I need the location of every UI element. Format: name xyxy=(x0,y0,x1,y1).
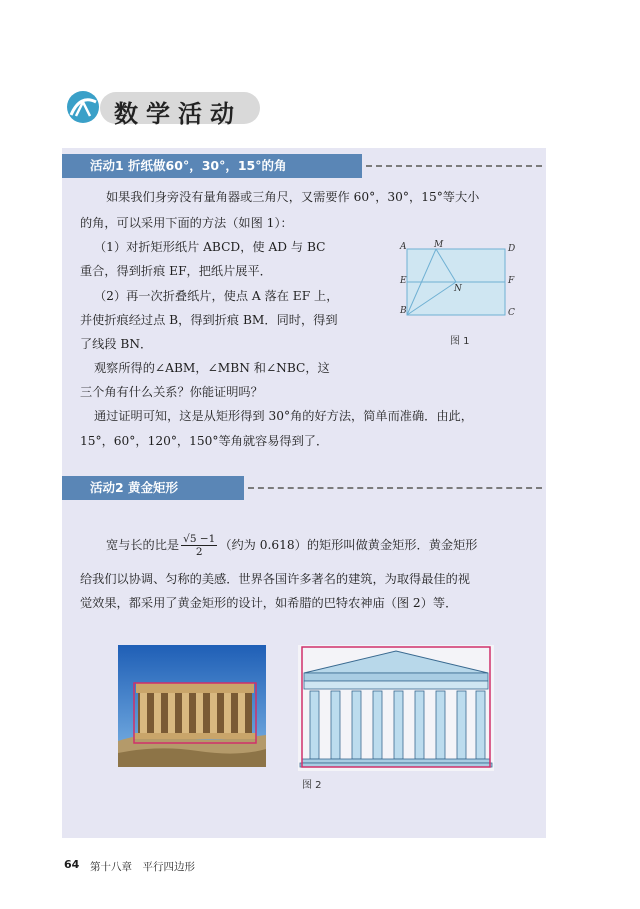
label-M: M xyxy=(434,240,444,250)
golden-text-after: （约为 0.618）的矩形叫做黄金矩形．黄金矩形 xyxy=(219,538,478,552)
activity1-line-1: 如果我们身旁没有量角器或三角尺，又需要作 60°，30°，15°等大小 xyxy=(106,190,480,204)
activity1-line-2: 的角，可以采用下面的方法（如图 1）： xyxy=(80,216,293,230)
label-B: B xyxy=(400,306,407,316)
figure1-caption: 图 1 xyxy=(450,336,470,347)
activity1-line-10: 通过证明可知，这是从矩形得到 30°角的好方法，简单而准确．由此， xyxy=(94,409,473,423)
activity1-line-5: （2）再一次折叠纸片，使点 A 落在 EF 上， xyxy=(94,289,339,303)
activity1-line-6: 并使折痕经过点 B，得到折痕 BM．同时，得到 xyxy=(80,313,338,327)
activity1-line-9: 三个角有什么关系？你能证明吗？ xyxy=(80,385,263,399)
activity1-line-11: 15°，60°，120°，150°等角就容易得到了． xyxy=(80,434,329,448)
activity1-divider xyxy=(366,165,542,167)
figure2-caption: 图 2 xyxy=(302,780,322,791)
label-F: F xyxy=(508,276,515,286)
activity2-divider xyxy=(248,487,542,489)
fraction-numerator: √5 −1 xyxy=(183,533,216,545)
activity1-title: 活动1 折纸做60°，30°，15°的角 xyxy=(62,154,362,178)
activity2-line-3: 觉效果，都采用了黄金矩形的设计，如希腊的巴特农神庙（图 2）等． xyxy=(80,596,458,610)
page-number: 64 xyxy=(64,858,80,871)
activity2-line-1 xyxy=(106,528,477,562)
fraction-denominator: 2 xyxy=(195,546,203,558)
chapter-title: 第十八章 平行四边形 xyxy=(90,861,195,873)
parthenon-photo xyxy=(118,645,266,767)
activity-panel xyxy=(62,148,546,838)
label-A: A xyxy=(400,242,407,252)
activity1-line-8: 观察所得的∠ABM，∠MBN 和∠NBC，这 xyxy=(94,361,330,375)
golden-text-before: 宽与长的比是 xyxy=(106,538,180,552)
label-E: E xyxy=(400,276,407,286)
parthenon-drawing xyxy=(298,645,494,771)
activity1-line-4: 重合，得到折痕 EF，把纸片展平． xyxy=(80,264,272,278)
activity2-line-2: 给我们以协调、匀称的美感．世界各国许多著名的建筑，为取得最佳的视 xyxy=(80,572,470,586)
label-N: N xyxy=(454,284,462,294)
page-title: 数学活动 xyxy=(114,100,242,128)
golden-ratio-fraction xyxy=(181,533,217,558)
label-D: D xyxy=(508,244,516,254)
label-C: C xyxy=(508,308,515,318)
activity1-line-7: 了线段 BN． xyxy=(80,337,153,351)
activity1-line-3: （1）对折矩形纸片 ABCD，使 AD 与 BC xyxy=(94,240,326,254)
activity2-title: 活动2 黄金矩形 xyxy=(62,476,244,500)
